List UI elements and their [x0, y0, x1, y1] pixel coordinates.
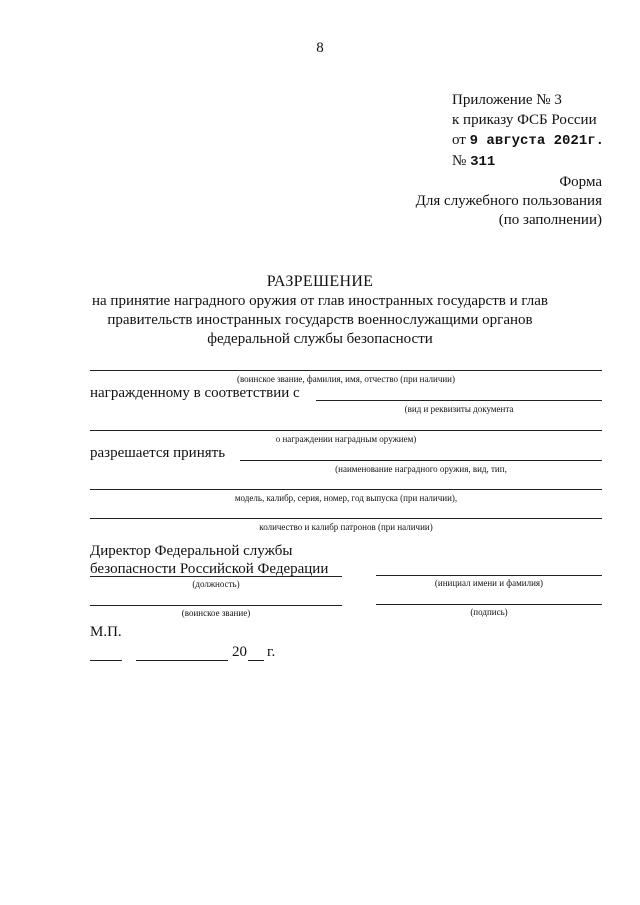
director-position-line1: Директор Федеральной службы: [90, 543, 293, 559]
rank-line[interactable]: [90, 605, 342, 606]
position-line: [90, 576, 342, 577]
rank-name-caption: (воинское звание, фамилия, имя, отчество (при наличии): [237, 374, 455, 384]
document-title: РАЗРЕШЕНИЕ: [266, 273, 374, 290]
document-subtitle: [0, 292, 640, 349]
date-prefix: от: [452, 132, 466, 148]
appendix-order-number: [452, 151, 604, 172]
model-line[interactable]: [90, 489, 602, 490]
appendix-number: Приложение № 3: [452, 92, 562, 108]
appendix-date: [452, 130, 604, 151]
permitted-label: разрешается принять: [90, 445, 226, 461]
subtitle-line: правительств иностранных государств военнослужащими органов: [107, 312, 533, 328]
when-filled-label: (по заполнении): [498, 212, 602, 228]
name-line[interactable]: [376, 575, 602, 576]
ammo-caption: количество и калибр патронов (при наличии): [259, 522, 433, 532]
form-label: Форма: [559, 174, 602, 190]
date-year-suffix: г.: [267, 644, 276, 660]
date-day-blank[interactable]: [90, 660, 122, 661]
awarded-label: награжденному в соответствии с: [90, 385, 300, 401]
subtitle-line: на принятие наградного оружия от глав иностранных государств и глав: [92, 293, 548, 309]
page-number: 8: [316, 40, 324, 56]
signature-caption: (подпись): [470, 607, 508, 617]
number-prefix: №: [452, 153, 467, 169]
number-value: 311: [470, 154, 496, 170]
signature-line[interactable]: [376, 604, 602, 605]
document-line[interactable]: [316, 400, 602, 401]
weapon-caption: (наименование наградного оружия, вид, тип,: [335, 464, 507, 474]
date-value: 9 августа 2021г.: [469, 133, 605, 149]
award-line[interactable]: [90, 430, 602, 431]
position-caption: (должность): [192, 579, 240, 589]
subtitle-line: федеральной службы безопасности: [207, 331, 433, 347]
appendix-order: к приказу ФСБ России: [452, 112, 597, 128]
date-year-prefix: 20: [232, 644, 247, 660]
model-caption: модель, калибр, серия, номер, год выпуска (при наличии),: [234, 493, 458, 503]
date-year-blank[interactable]: [248, 660, 264, 661]
name-caption: (инициал имени и фамилия): [434, 578, 544, 588]
form-marking: [416, 173, 602, 230]
restricted-label: Для служебного пользования: [415, 193, 602, 209]
rank-name-line[interactable]: [90, 370, 602, 371]
seal-label: М.П.: [90, 624, 122, 640]
ammo-line[interactable]: [90, 518, 602, 519]
rank-caption: (воинское звание): [181, 608, 251, 618]
director-position-line2: безопасности Российской Федерации: [90, 561, 329, 577]
weapon-line[interactable]: [240, 460, 602, 461]
document-caption: (вид и реквизиты документа: [404, 404, 514, 414]
appendix-block: [452, 90, 604, 172]
award-caption: о награждении наградным оружием): [275, 434, 417, 444]
date-month-blank[interactable]: [136, 660, 228, 661]
